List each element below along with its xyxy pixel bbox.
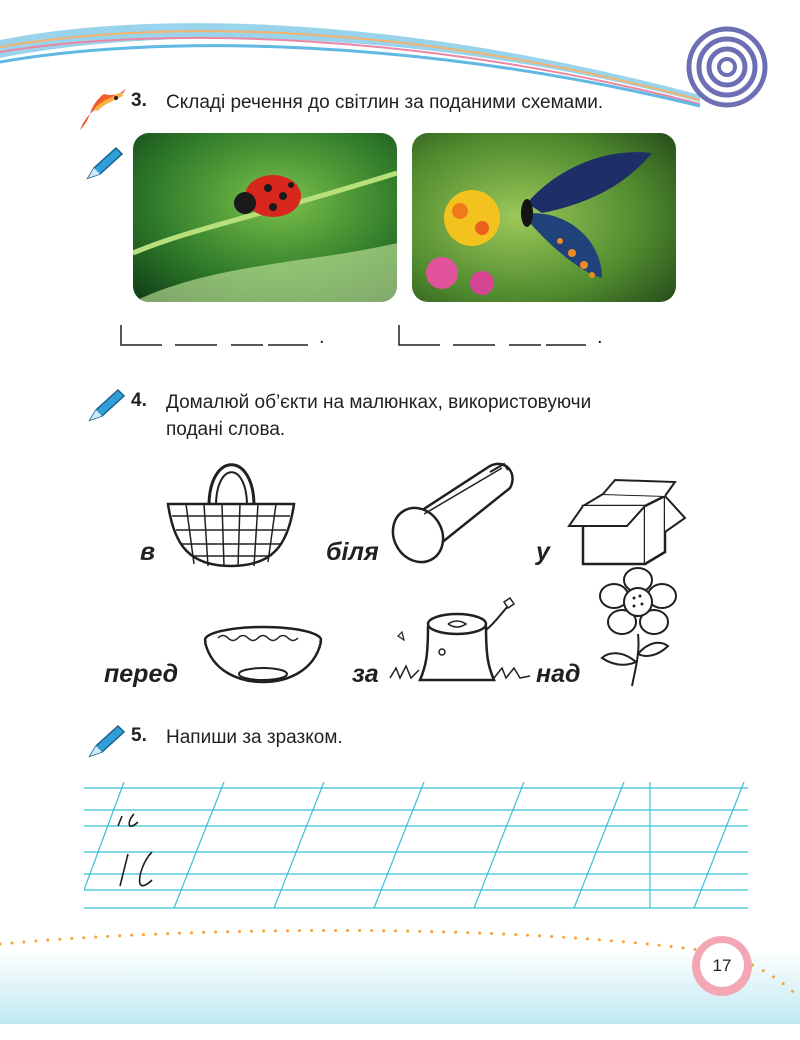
word-u: у: [536, 538, 550, 566]
word-bilya: біля: [326, 538, 379, 566]
box-drawing: [565, 478, 687, 570]
page-number: 17: [712, 956, 732, 975]
pencil-case-drawing: [390, 460, 520, 568]
task-5-text: Напиши за зразком.: [166, 727, 343, 748]
bowl-drawing: [200, 624, 326, 688]
sentence-2-period: .: [597, 326, 603, 348]
word-za: за: [352, 660, 379, 688]
pen-icon: [86, 722, 128, 760]
task-3-text: Складі речення до світлин за поданими схемами.: [166, 92, 604, 113]
task-4-text-line2: подані слова.: [166, 419, 286, 440]
sentence-scheme-1: [118, 322, 348, 350]
word-nad: над: [536, 660, 581, 688]
sentence-1-period: .: [319, 326, 325, 348]
pen-icon: [86, 386, 128, 424]
word-pered: перед: [104, 660, 179, 688]
butterfly-photo: [412, 133, 676, 302]
task-3-number: 3.: [131, 90, 147, 111]
footer-dots: [0, 920, 800, 1040]
task-4-number: 4.: [131, 390, 147, 411]
sentence-scheme-2: [396, 322, 626, 350]
flower-drawing: [596, 566, 680, 690]
task-5-number: 5.: [131, 725, 147, 746]
ladybug-photo: [133, 133, 397, 302]
pen-icon: [84, 144, 126, 182]
handwriting-ruling: [84, 780, 748, 912]
task-4-text-line1: Домалюй об’єкти на малюнках, використовуючи: [166, 392, 592, 413]
word-v: в: [140, 538, 156, 566]
spiral-icon: [686, 26, 768, 108]
stump-drawing: [386, 596, 536, 688]
bird-icon: [76, 84, 128, 136]
basket-drawing: [164, 446, 298, 572]
